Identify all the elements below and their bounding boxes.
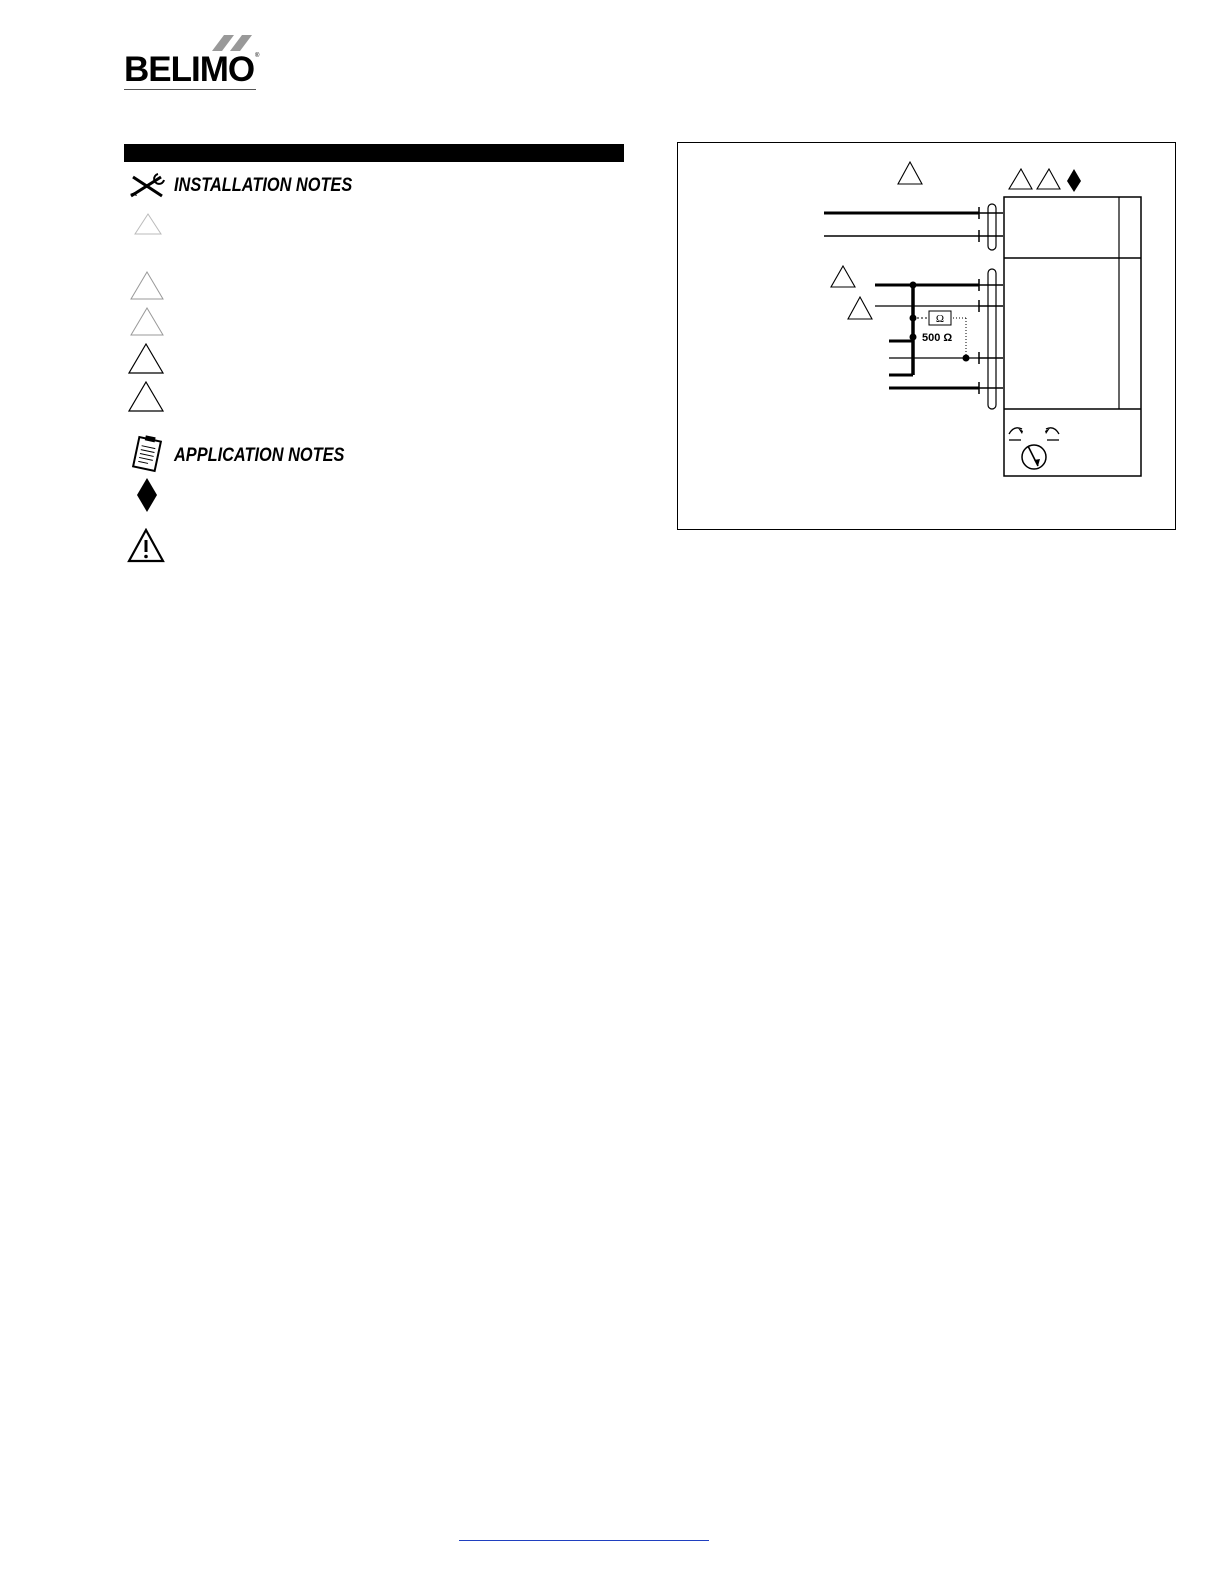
installation-notes-heading: INSTALLATION NOTES <box>174 175 353 196</box>
application-notes-heading: APPLICATION NOTES <box>174 445 345 466</box>
actuator-block <box>1004 197 1141 476</box>
tools-icon <box>128 172 166 200</box>
warning-icon <box>127 528 165 564</box>
wiring-diagram <box>677 142 1176 530</box>
note-3-triangle-icon <box>130 306 166 338</box>
signal-note-triangle-icon <box>831 266 872 319</box>
rotation-switch-icon <box>1009 428 1059 469</box>
note-4-triangle-icon <box>128 342 166 376</box>
note-1-triangle-icon <box>133 212 163 236</box>
logo-text: BELIMO <box>124 50 255 89</box>
ohm-symbol: Ω <box>935 313 945 325</box>
diagram-note-triangle-icon <box>898 162 922 184</box>
logo-underline <box>124 89 256 90</box>
note-5-triangle-icon <box>128 380 166 414</box>
note-2-triangle-icon <box>130 270 166 302</box>
footer-link-underline[interactable] <box>459 1540 709 1541</box>
section-header-bar <box>124 144 624 162</box>
clipboard-icon <box>128 434 166 474</box>
resistor-value-label: 500 Ω <box>922 332 953 344</box>
registered-mark: ® <box>255 53 260 59</box>
belimo-logo <box>124 32 264 92</box>
actuator-note-triangles-icon <box>1009 169 1081 192</box>
diamond-icon <box>136 478 158 512</box>
